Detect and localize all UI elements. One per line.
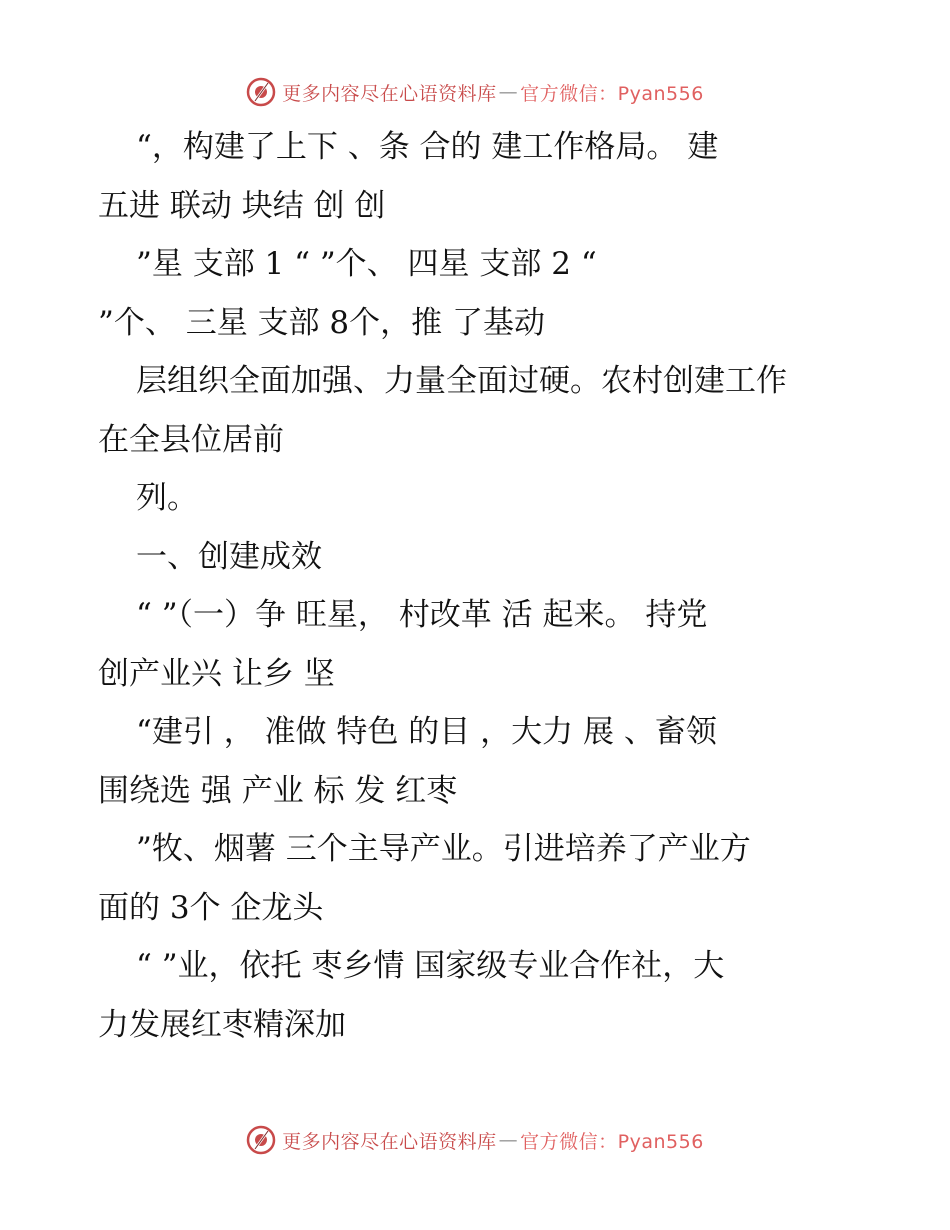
text-line: 列。 (136, 480, 198, 516)
text-line: ”个、 三星 支部 8个，推 了基动 (98, 304, 545, 341)
text-line: 在全县位居前 (98, 421, 284, 458)
section-heading: 一、创建成效 (136, 538, 322, 575)
text-line: “建引 ， 准做 特色 的目 ，大力 展 、畜领 (136, 714, 717, 750)
text-line: ”牧、烟薯 三个主导产业。引进培养了产业方 (136, 831, 751, 867)
banner-site-text: 更多内容尽在心语资料库 (282, 1130, 497, 1153)
text-line: 力发展红枣精深加 (98, 1006, 346, 1043)
banner-separator: — (498, 81, 519, 103)
footer-banner (0, 1120, 950, 1160)
text-line: 围绕选 强 产业 标 发 红枣 (98, 772, 458, 809)
banner-wechat-text: 官方微信：Pyan556 (520, 82, 704, 105)
header-banner (0, 72, 950, 112)
banner-wechat-text: 官方微信：Pyan556 (520, 1130, 704, 1153)
text-line: 创产业兴 让乡 坚 (98, 655, 335, 692)
brand-logo-icon (246, 1125, 276, 1155)
text-line: “ ”（一）争 旺星， 村改革 活 起来。 持党 (136, 597, 708, 633)
text-line: 面的 3个 企龙头 (98, 889, 324, 926)
text-line: ”星 支部 1 “ ”个、 四星 支部 2 “ (136, 246, 597, 282)
text-line: 层组织全面加强、力量全面过硬。农村创建工作 (136, 363, 787, 399)
text-line: “ ”业，依托 枣乡情 国家级专业合作社，大 (136, 948, 725, 984)
brand-logo-icon (246, 77, 276, 107)
banner-site-text: 更多内容尽在心语资料库 (282, 82, 497, 105)
banner-separator: — (498, 1129, 519, 1151)
text-line: 五进 联动 块结 创 创 (98, 187, 386, 224)
document-body (98, 118, 868, 1054)
text-line: “，构建了上下 、条 合的 建工作格局。 建 (136, 129, 719, 165)
